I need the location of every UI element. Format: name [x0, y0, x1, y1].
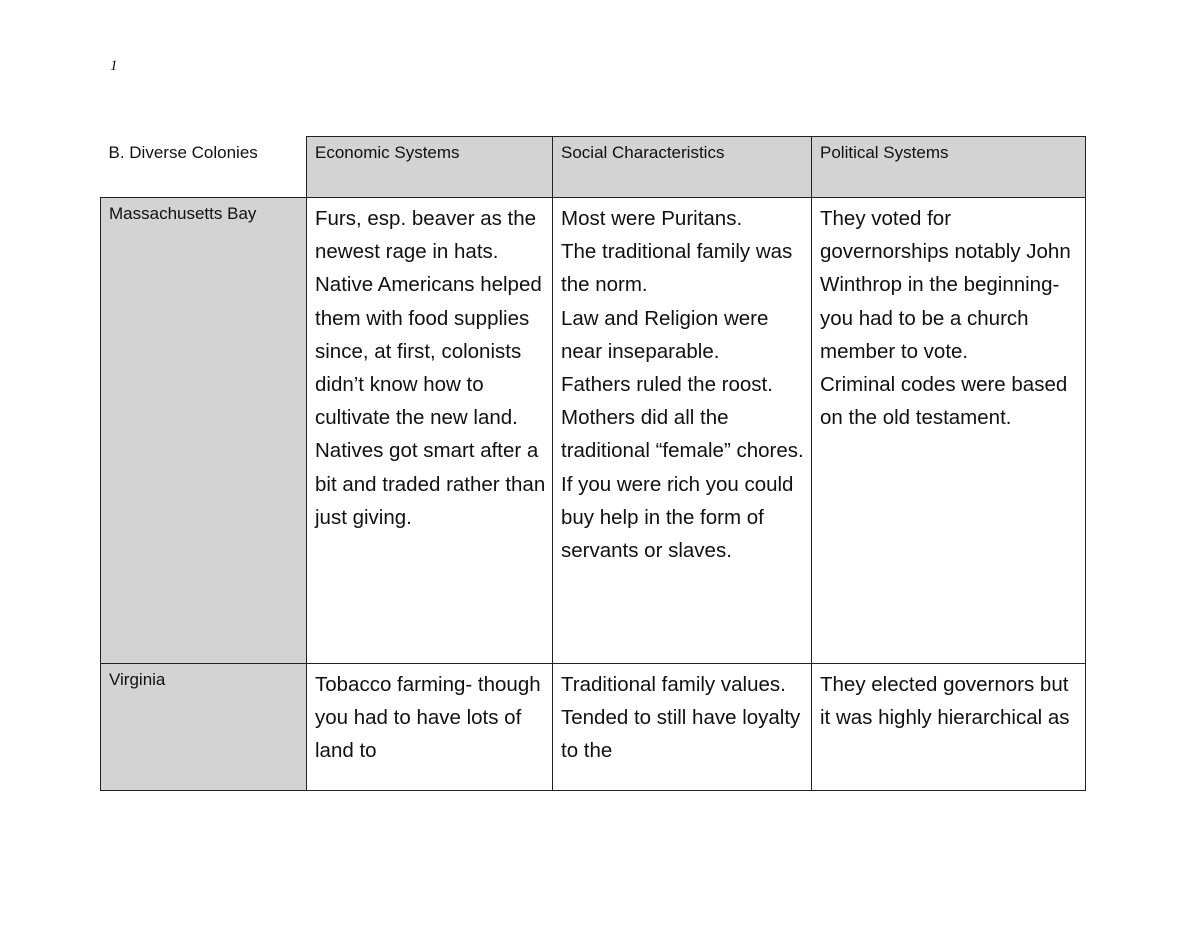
cell-paragraph: Native Americans helped them with food supplies since, at first, colonists didn’t know how to cultivate the new land. [315, 273, 542, 430]
header-economic-systems: Economic Systems [307, 137, 553, 198]
cell-paragraph: If you were rich you could buy help in the form of servants or slaves. [561, 472, 794, 563]
cell-paragraph: Criminal codes were based on the old testament. [820, 373, 1068, 430]
cell-economic [307, 198, 553, 664]
row-label-text: Massachusetts Bay [109, 204, 257, 223]
cell-paragraph: The traditional family was the norm. [561, 240, 793, 297]
cell-paragraph: Law and Religion were near inseparable. [561, 306, 769, 363]
cell-social [553, 664, 812, 791]
table-corner-label: B. Diverse Colonies [108, 142, 258, 162]
header-social-characteristics: Social Characteristics [553, 137, 812, 198]
colonies-table [100, 136, 1086, 791]
cell-social [553, 198, 812, 664]
header-political-systems: Political Systems [812, 137, 1086, 198]
row-label-text: Virginia [109, 670, 166, 689]
table-row [101, 664, 1086, 791]
table-row [101, 198, 1086, 664]
table-header-row [101, 137, 1086, 198]
cell-paragraph: They voted for governorships notably John Winthrop in the beginning- you had to be a church member to vote. [820, 207, 1071, 363]
cell-paragraph: Most were Puritans. [561, 207, 743, 230]
cell-paragraph: Traditional family values. Tended to still have loyalty to the [561, 673, 801, 763]
cell-paragraph: Natives got smart after a bit and traded rather than just giving. [315, 439, 546, 529]
cell-political [812, 664, 1086, 791]
row-label-massachusetts-bay [101, 198, 307, 664]
cell-paragraph: Tobacco farming- though you had to have lots of land to [315, 673, 541, 763]
cell-paragraph: Fathers ruled the roost. Mothers did all the traditional “female” chores. [561, 373, 804, 463]
page-number: 1 [110, 58, 118, 74]
cell-economic [307, 664, 553, 791]
row-label-virginia [101, 664, 307, 791]
cell-paragraph: They elected governors but it was highly hierarchical as [820, 673, 1070, 730]
cell-political [812, 198, 1086, 664]
cell-paragraph: Furs, esp. beaver as the newest rage in hats. [315, 207, 537, 264]
